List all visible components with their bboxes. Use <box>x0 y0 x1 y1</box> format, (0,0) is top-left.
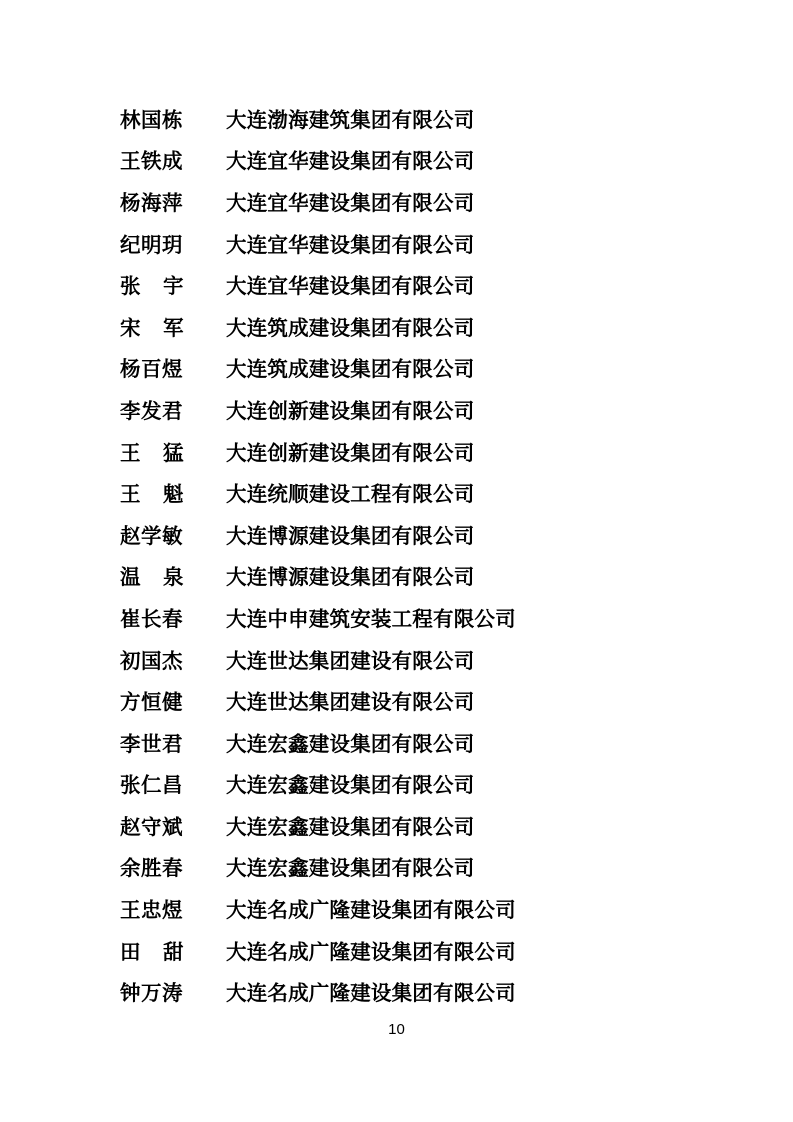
company-name: 大连宏鑫建设集团有限公司 <box>226 773 475 798</box>
list-item <box>120 471 740 513</box>
person-name: 方恒健 <box>120 690 183 715</box>
list-item <box>120 596 740 638</box>
company-name: 大连名成广隆建设集团有限公司 <box>226 939 516 964</box>
person-name: 赵守斌 <box>120 814 183 839</box>
company-name: 大连宏鑫建设集团有限公司 <box>226 814 475 839</box>
list-item <box>120 305 740 347</box>
list-item <box>120 388 740 430</box>
list-item <box>120 679 740 721</box>
company-name: 大连创新建设集团有限公司 <box>226 440 475 465</box>
list-item <box>120 638 740 680</box>
list-item <box>120 887 740 929</box>
company-name: 大连宜华建设集团有限公司 <box>226 232 475 257</box>
list-item <box>120 513 740 555</box>
list-item <box>120 430 740 472</box>
person-name: 田 甜 <box>120 939 184 964</box>
person-name: 王 魁 <box>120 482 184 507</box>
person-name: 王 猛 <box>120 440 184 465</box>
company-name: 大连统顺建设工程有限公司 <box>226 482 475 507</box>
person-name: 钟万涛 <box>120 981 183 1006</box>
person-name: 初国杰 <box>120 648 183 673</box>
list-item <box>120 929 740 971</box>
list-item <box>120 139 740 181</box>
person-name: 赵学敏 <box>120 523 183 548</box>
person-name: 王铁成 <box>120 149 183 174</box>
page-number: 10 <box>388 1021 405 1038</box>
company-name: 大连博源建设集团有限公司 <box>226 523 475 548</box>
list-item <box>120 222 740 264</box>
name-company-list <box>120 97 740 1012</box>
company-name: 大连宜华建设集团有限公司 <box>226 190 475 215</box>
company-name: 大连筑成建设集团有限公司 <box>226 357 475 382</box>
person-name: 李世君 <box>120 731 183 756</box>
person-name: 杨百煜 <box>120 357 183 382</box>
person-name: 余胜春 <box>120 856 183 881</box>
list-item <box>120 804 740 846</box>
company-name: 大连名成广隆建设集团有限公司 <box>226 898 516 923</box>
company-name: 大连中申建筑安装工程有限公司 <box>226 606 516 631</box>
person-name: 张仁昌 <box>120 773 183 798</box>
person-name: 李发君 <box>120 398 183 423</box>
list-item <box>120 263 740 305</box>
list-item <box>120 97 740 139</box>
person-name: 杨海萍 <box>120 190 183 215</box>
list-item <box>120 180 740 222</box>
company-name: 大连宜华建设集团有限公司 <box>226 274 475 299</box>
list-item <box>120 763 740 805</box>
company-name: 大连世达集团建设有限公司 <box>226 690 475 715</box>
company-name: 大连筑成建设集团有限公司 <box>226 315 475 340</box>
company-name: 大连名成广隆建设集团有限公司 <box>226 981 516 1006</box>
company-name: 大连宜华建设集团有限公司 <box>226 149 475 174</box>
company-name: 大连渤海建筑集团有限公司 <box>226 107 475 132</box>
company-name: 大连世达集团建设有限公司 <box>226 648 475 673</box>
list-item <box>120 347 740 389</box>
person-name: 崔长春 <box>120 606 183 631</box>
list-item <box>120 846 740 888</box>
list-item <box>120 970 740 1012</box>
person-name: 纪明玥 <box>120 232 183 257</box>
company-name: 大连宏鑫建设集团有限公司 <box>226 731 475 756</box>
person-name: 王忠煜 <box>120 898 183 923</box>
person-name: 温 泉 <box>120 565 184 590</box>
list-item <box>120 721 740 763</box>
company-name: 大连博源建设集团有限公司 <box>226 565 475 590</box>
company-name: 大连创新建设集团有限公司 <box>226 398 475 423</box>
company-name: 大连宏鑫建设集团有限公司 <box>226 856 475 881</box>
person-name: 宋 军 <box>120 315 184 340</box>
person-name: 林国栋 <box>120 107 183 132</box>
list-item <box>120 555 740 597</box>
person-name: 张 宇 <box>120 274 184 299</box>
